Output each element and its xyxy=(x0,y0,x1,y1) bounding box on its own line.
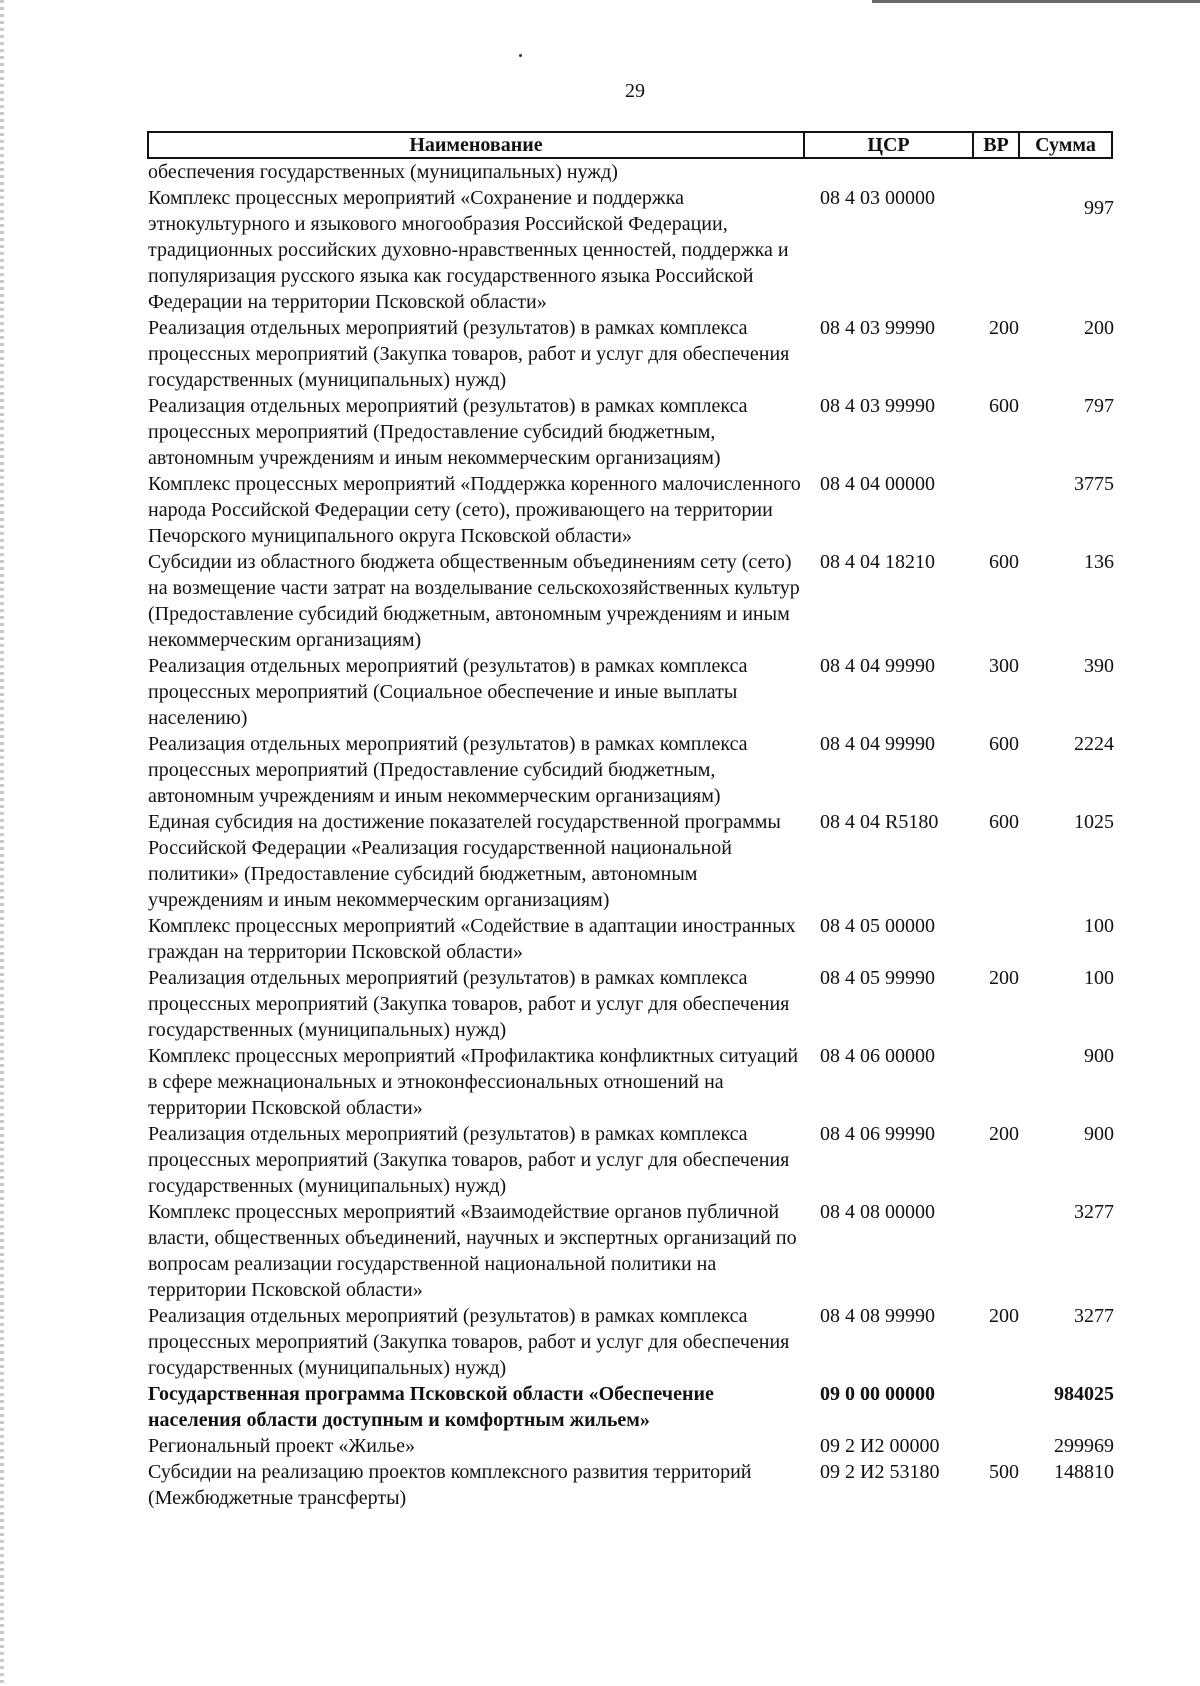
cell-name: Реализация отдельных мероприятий (результатов) в рамках комплекса процессных мероприятий (Предоставление субсидий бюджетным, автономным учреждениям и иным некоммерческим организациям) xyxy=(148,395,748,469)
cell-name: Реализация отдельных мероприятий (результатов) в рамках комплекса процессных мероприятий (Закупка товаров, работ и услуг для обеспечения государственных (муниципальных) нужд) xyxy=(148,317,790,391)
table-row xyxy=(140,965,1120,1043)
cell-csr: 08 4 06 00000 xyxy=(820,1045,935,1067)
cell-sum: 3277 xyxy=(1074,1305,1114,1327)
cell-vr xyxy=(975,1433,1033,1459)
cell-vr: 600 xyxy=(989,395,1019,417)
cell-sum: 3277 xyxy=(1074,1201,1114,1223)
table-row xyxy=(140,1433,1120,1459)
cell-vr xyxy=(975,471,1033,549)
cell-csr xyxy=(810,159,975,185)
table-row xyxy=(140,1199,1120,1303)
cell-name: Субсидии из областного бюджета общественным объединениям сету (сето) на возмещение части затрат на возделывание сельскохозяйственных культур (Предоставление субсидий бюджетным, автономным учреждениям и иным некоммерческим организациям) xyxy=(148,551,800,651)
cell-vr: 600 xyxy=(989,811,1019,833)
cell-name: Комплекс процессных мероприятий «Профилактика конфликтных ситуаций в сфере межнациональных и этноконфессиональных отношений на территории Псковской области» xyxy=(148,1045,799,1119)
cell-sum: 3775 xyxy=(1074,473,1114,495)
cell-vr: 200 xyxy=(989,967,1019,989)
cell-csr: 08 4 04 99990 xyxy=(820,655,935,677)
cell-csr: 09 0 00 00000 xyxy=(820,1383,935,1405)
cell-csr: 08 4 08 99990 xyxy=(820,1305,935,1327)
cell-vr: 600 xyxy=(989,733,1019,755)
cell-csr: 08 4 04 00000 xyxy=(820,473,935,495)
cell-csr: 08 4 03 99990 xyxy=(820,395,935,417)
table-row xyxy=(140,1303,1120,1381)
table-header xyxy=(147,131,1113,159)
table-row xyxy=(140,471,1120,549)
cell-name: Комплекс процессных мероприятий «Поддержка коренного малочисленного народа Российской Федерации сету (сето), проживающего на территории Печорского муниципального округа Псковской области» xyxy=(148,473,801,547)
cell-sum: 2224 xyxy=(1074,733,1114,755)
scan-top-line xyxy=(872,0,1200,3)
table-row-program xyxy=(140,1381,1120,1433)
cell-csr: 08 4 04 99990 xyxy=(820,733,935,755)
cell-vr: 200 xyxy=(989,1305,1019,1327)
table-row xyxy=(140,913,1120,965)
cell-csr: 08 4 05 99990 xyxy=(820,967,935,989)
cell-vr: 300 xyxy=(989,655,1019,677)
cell-name: Единая субсидия на достижение показателей государственной программы Российской Федерации «Реализация государственной национальной политики» (Предоставление субсидий бюджетным, автономным учреждениям и иным некоммерческим организациям) xyxy=(148,811,781,911)
cell-name: Государственная программа Псковской области «Обеспечение населения области доступным и комфортным жильем» xyxy=(148,1383,714,1431)
cell-name: Реализация отдельных мероприятий (результатов) в рамках комплекса процессных мероприятий (Предоставление субсидий бюджетным, автономным учреждениям и иным некоммерческим организациям) xyxy=(148,733,748,807)
page-number: 29 xyxy=(625,80,645,102)
cell-sum: 1025 xyxy=(1074,811,1114,833)
header-vr: ВР xyxy=(974,133,1020,157)
cell-sum: 390 xyxy=(1084,655,1114,677)
cell-sum: 299969 xyxy=(1054,1435,1114,1457)
header-csr: ЦСР xyxy=(805,133,974,157)
cell-vr xyxy=(975,1043,1033,1121)
table-row xyxy=(140,315,1120,393)
cell-name: Реализация отдельных мероприятий (результатов) в рамках комплекса процессных мероприятий (Закупка товаров, работ и услуг для обеспечения государственных (муниципальных) нужд) xyxy=(148,1305,790,1379)
table-row xyxy=(140,809,1120,913)
cell-csr: 08 4 03 99990 xyxy=(820,317,935,339)
scan-speck xyxy=(519,54,522,57)
cell-name: Комплекс процессных мероприятий «Взаимодействие органов публичной власти, общественных объединений, научных и экспертных организаций по вопросам реализации государственной национальной политики на территории Псковской области» xyxy=(148,1201,797,1301)
cell-csr: 08 4 04 18210 xyxy=(820,551,935,573)
cell-vr: 200 xyxy=(989,317,1019,339)
cell-vr: 500 xyxy=(989,1461,1019,1483)
table-row xyxy=(140,1121,1120,1199)
cell-csr: 08 4 05 00000 xyxy=(820,915,935,937)
cell-name: Реализация отдельных мероприятий (результатов) в рамках комплекса процессных мероприятий (Закупка товаров, работ и услуг для обеспечения государственных (муниципальных) нужд) xyxy=(148,967,790,1041)
table-row xyxy=(140,393,1120,471)
cell-sum: 900 xyxy=(1084,1123,1114,1145)
cell-vr xyxy=(975,913,1033,965)
cell-name: Субсидии на реализацию проектов комплексного развития территорий (Межбюджетные трансферты) xyxy=(148,1461,752,1509)
cell-csr: 08 4 04 R5180 xyxy=(820,811,939,833)
cell-name: Реализация отдельных мероприятий (результатов) в рамках комплекса процессных мероприятий (Социальное обеспечение и иные выплаты населению) xyxy=(148,655,748,729)
cell-vr xyxy=(975,1381,1033,1433)
table-row xyxy=(140,1043,1120,1121)
table-row xyxy=(140,549,1120,653)
cell-sum: 200 xyxy=(1084,317,1114,339)
cell-csr: 08 4 08 00000 xyxy=(820,1201,935,1223)
header-name: Наименование xyxy=(149,133,805,157)
table-row xyxy=(140,159,1120,185)
cell-csr: 08 4 06 99990 xyxy=(820,1123,935,1145)
cell-name: Реализация отдельных мероприятий (результатов) в рамках комплекса процессных мероприятий (Закупка товаров, работ и услуг для обеспечения государственных (муниципальных) нужд) xyxy=(148,1123,790,1197)
cell-csr: 09 2 И2 53180 xyxy=(820,1461,940,1483)
cell-sum: 100 xyxy=(1084,915,1114,937)
cell-name: Региональный проект «Жилье» xyxy=(148,1435,415,1457)
scan-left-edge xyxy=(0,0,4,1686)
cell-sum: 100 xyxy=(1084,967,1114,989)
table-row xyxy=(140,653,1120,731)
cell-sum: 997 xyxy=(1084,197,1114,219)
cell-sum: 797 xyxy=(1084,395,1114,417)
cell-sum: 148810 xyxy=(1054,1461,1114,1483)
cell-vr xyxy=(975,1199,1033,1303)
cell-sum: 136 xyxy=(1084,551,1114,573)
cell-name: Комплекс процессных мероприятий «Содействие в адаптации иностранных граждан на территории Псковской области» xyxy=(148,915,796,963)
cell-vr: 200 xyxy=(989,1123,1019,1145)
cell-sum: 984025 xyxy=(1054,1383,1114,1405)
cell-sum xyxy=(1033,159,1120,185)
cell-csr: 09 2 И2 00000 xyxy=(820,1435,940,1457)
cell-vr xyxy=(975,185,1033,315)
cell-vr: 600 xyxy=(989,551,1019,573)
cell-name: обеспечения государственных (муниципальных) нужд) xyxy=(148,161,618,183)
cell-vr xyxy=(975,159,1033,185)
table-row xyxy=(140,1459,1120,1511)
cell-csr: 08 4 03 00000 xyxy=(820,187,935,209)
table-row xyxy=(140,731,1120,809)
cell-name: Комплекс процессных мероприятий «Сохранение и поддержка этнокультурного и языкового многообразия Российской Федерации, традиционных российских духовно-нравственных ценностей, поддержка и популяризация русского языка как государственного языка Российской Федерации на территории Псковской области» xyxy=(148,187,789,313)
table-row xyxy=(140,185,1120,315)
header-sum: Сумма xyxy=(1035,133,1096,156)
table-body xyxy=(140,159,1120,1511)
cell-sum: 900 xyxy=(1084,1045,1114,1067)
